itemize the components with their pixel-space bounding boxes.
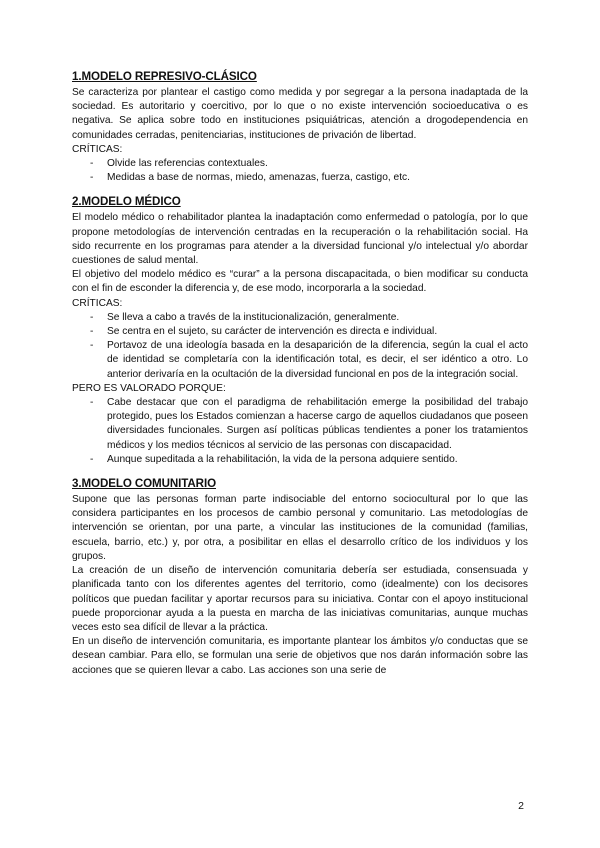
list-item: - Cabe destacar que con el paradigma de rehabilitación emerge la posibilidad del trabajo protegido, pues los Estados comienzan a hacerse cargo de aquellos ciudadanos que poseen diversidades funcionales. Surgen así políticas públicas tendientes a poner los tratamientos médicos y los medios técnicos al servicio de las personas con discapacidad. (90, 396, 528, 453)
paragraph: El modelo médico o rehabilitador plantea la inadaptación como enfermedad o patología, por lo que propone metodologías de intervención centradas en la recuperación o la rehabilitación social. Ha sido recurrente en los programas para atender a la diversidad funcional y/o intelectual y/o abordar cuestiones de salud mental. (72, 212, 528, 267)
criticas-label: CRÍTICAS: (72, 143, 123, 155)
section-title: 1.MODELO REPRESIVO-CLÁSICO (72, 70, 257, 83)
list-item: - Portavoz de una ideología basada en la desaparición de la diferencia, según la cual el acto de identidad se completaría con la identificación total, es decir, el ser idéntico a otro. Lo anterior derivaría en la ocultación de la diversidad funcional en pos de la integración social. (90, 339, 528, 382)
list-item: - Aunque supeditada a la rehabilitación, la vida de la persona adquiere sentido. (90, 453, 528, 467)
criticas-list (90, 311, 528, 382)
valorado-list (90, 396, 528, 467)
criticas-list (90, 157, 528, 185)
document-page (72, 70, 528, 688)
section-modelo-medico (72, 195, 528, 467)
list-item: - Medidas a base de normas, miedo, amenazas, fuerza, castigo, etc. (90, 171, 528, 185)
list-item: - Se lleva a cabo a través de la institucionalización, generalmente. (90, 311, 528, 325)
paragraph: La creación de un diseño de intervención comunitaria debería ser estudiada, consensuada y planificada tanto con los diferentes agentes del territorio, como (idealmente) con los decisores políticos que puedan facilitar y aportar recursos para su iniciativa. Contar con el apoyo institucional puede proporcionar ayuda a la puesta en marcha de las iniciativas comunitarias, aunque muchas veces esto sea difícil de llevar a la práctica. (72, 565, 528, 633)
section-title: 3.MODELO COMUNITARIO (72, 477, 216, 491)
criticas-label: CRÍTICAS: (72, 297, 123, 309)
paragraph: Se caracteriza por plantear el castigo como medida y por segregar a la persona inadaptada de la sociedad. Es autoritario y coercitivo, por lo que o no existe intervención socioeducativa o es negativa. Se aplica sobre todo en instituciones psiquiátricas, atención a drogodependencia en comunidades cerradas, penitenciarias, instituciones de privación de libertad. (72, 87, 528, 141)
paragraph: En un diseño de intervención comunitaria, es importante plantear los ámbitos y/o conductas que se desean cambiar. Para ello, se formulan una serie de objetivos que nos darán información sobre las acciones que se quieren llevar a cabo. Las acciones son una serie de (72, 636, 528, 676)
section-modelo-represivo (72, 70, 528, 185)
paragraph: El objetivo del modelo médico es “curar” a la persona discapacitada, o bien modificar su conducta con el fin de esconder la diferencia y, de ese modo, incorporarla a la sociedad. (72, 269, 528, 295)
paragraph: Supone que las personas forman parte indisociable del entorno sociocultural por lo que las considera participantes en los procesos de cambio personal y comunitario. Las metodologías de intervención se orientan, por una parte, a vincular las instituciones de la comunidad (familias, escuela, barrio, etc.) y, por otra, a posibilitar en ellas el desarrollo crítico de los individuos y los grupos. (72, 494, 528, 562)
list-item: - Se centra en el sujeto, su carácter de intervención es directa e individual. (90, 325, 528, 339)
section-modelo-comunitario (72, 477, 528, 678)
valorado-label: PERO ES VALORADO PORQUE: (72, 382, 226, 394)
list-item: - Olvide las referencias contextuales. (90, 157, 528, 171)
page-number: 2 (518, 800, 524, 812)
section-title: 2.MODELO MÉDICO (72, 195, 181, 209)
